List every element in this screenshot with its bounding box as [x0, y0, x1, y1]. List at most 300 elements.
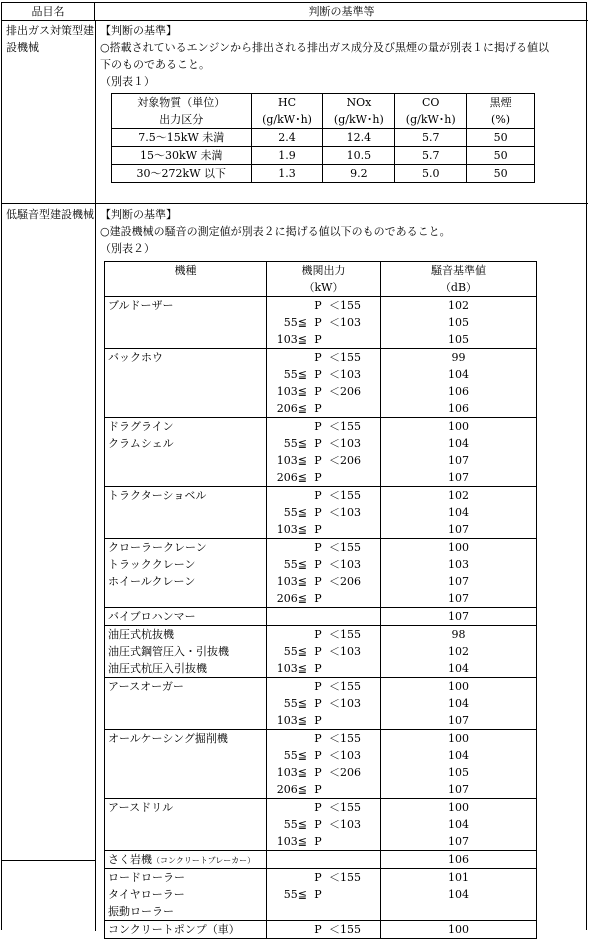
section1-table-caption: （別表１）	[100, 75, 155, 88]
power-lower: 206≦	[276, 471, 307, 484]
machine-name	[105, 921, 266, 938]
machine-note: （コンクリートブレーカー）	[152, 856, 256, 865]
power-range	[267, 366, 380, 383]
machine-label: バックホウ	[108, 351, 163, 364]
header-item-name: 品目名	[2, 3, 95, 20]
noise-value-cell	[381, 678, 537, 730]
table1-cell: 5.7	[395, 147, 467, 165]
power-symbol: P	[314, 489, 322, 502]
table1-header-cell	[251, 94, 323, 112]
power-lower: 103≦	[276, 385, 307, 398]
table1-header-top	[112, 94, 535, 112]
machine-label: トラクターショベル	[108, 489, 207, 502]
power-lower: 55≦	[283, 697, 307, 710]
power-cell	[267, 851, 381, 869]
power-range	[267, 590, 380, 607]
noise-value: 98	[451, 628, 466, 641]
power-upper: ＜155	[329, 299, 361, 312]
power-symbol: P	[314, 558, 322, 571]
power-upper: ＜103	[329, 368, 361, 381]
noise-value: 104	[448, 506, 469, 519]
machine-cell	[105, 678, 267, 730]
table2-header-cell	[105, 262, 267, 297]
machine-label: ホイールクレーン	[108, 575, 196, 588]
power-cell	[267, 799, 381, 851]
noise-value-cell	[381, 418, 537, 487]
table2-header-label: 機関出力	[301, 264, 346, 277]
power-upper: ＜103	[329, 316, 361, 329]
power-symbol: P	[314, 333, 322, 346]
noise-value: 107	[448, 592, 469, 605]
table1-header-unit: (g/kW･h)	[333, 113, 384, 126]
power-symbol: P	[314, 835, 322, 848]
noise-value-cell	[381, 921, 537, 939]
section1-text-line2: 下のものであること。	[100, 58, 210, 71]
machine-cell	[105, 921, 267, 939]
power-range	[267, 469, 380, 486]
power-upper: ＜206	[329, 454, 361, 467]
power-symbol: P	[314, 523, 322, 536]
table1-header-bottom	[112, 111, 535, 129]
power-symbol: P	[314, 351, 322, 364]
header-criteria: 判断の基準等	[308, 5, 375, 18]
noise-value: 100	[448, 923, 469, 936]
table2-header-label: 騒音基準値	[431, 264, 486, 277]
machine-name	[105, 799, 266, 816]
power-lower: 55≦	[283, 818, 307, 831]
machine-cell	[105, 730, 267, 799]
section1-name: 排出ガス対策型建設機械	[6, 24, 94, 54]
power-upper: ＜155	[329, 923, 361, 936]
noise-value: 107	[448, 523, 469, 536]
table1-row	[112, 165, 535, 183]
power-symbol: P	[314, 299, 322, 312]
power-range	[267, 556, 380, 573]
power-symbol: P	[314, 732, 322, 745]
table2-row	[105, 799, 537, 851]
power-upper: ＜155	[329, 351, 361, 364]
power-upper: ＜103	[329, 645, 361, 658]
power-lower: 55≦	[283, 749, 307, 762]
power-lower: 55≦	[283, 368, 307, 381]
table1-header-cell	[467, 111, 535, 129]
power-symbol: P	[314, 645, 322, 658]
power-range	[267, 297, 380, 314]
noise-value-cell	[381, 608, 537, 626]
table1-header-label: HC	[278, 96, 297, 109]
noise-value-cell	[381, 799, 537, 851]
power-range	[267, 816, 380, 833]
noise-value: 102	[448, 489, 469, 502]
table1-header-cell	[323, 94, 395, 112]
machine-name	[105, 573, 266, 590]
power-range	[267, 418, 380, 435]
power-upper: ＜103	[329, 558, 361, 571]
power-symbol: P	[314, 801, 322, 814]
power-lower: 206≦	[276, 402, 307, 415]
section-divider	[2, 203, 588, 204]
table2-row	[105, 921, 537, 939]
criteria-table	[1, 2, 587, 936]
machine-label: オールケーシング掘削機	[108, 732, 228, 745]
machine-name	[105, 539, 266, 556]
machine-name	[105, 487, 266, 504]
machine-cell	[105, 626, 267, 678]
section2-table-caption: （別表２）	[100, 242, 155, 255]
table1-cell: 7.5～15kW 未満	[112, 129, 252, 147]
machine-name	[105, 418, 266, 435]
power-lower: 55≦	[283, 558, 307, 571]
machine-cell	[105, 869, 267, 921]
power-range	[267, 539, 380, 556]
table2-row	[105, 418, 537, 487]
machine-cell	[105, 349, 267, 418]
power-range	[267, 921, 380, 938]
power-range	[267, 626, 380, 643]
emission-table	[111, 93, 535, 183]
table1-cell: 1.9	[251, 147, 323, 165]
noise-value: 104	[448, 749, 469, 762]
power-range	[267, 678, 380, 695]
noise-value: 104	[448, 662, 469, 675]
noise-value: 105	[448, 766, 469, 779]
power-range	[267, 435, 380, 452]
table1-cell: 50	[467, 165, 535, 183]
machine-cell	[105, 487, 267, 539]
machine-label: トラッククレーン	[108, 558, 196, 571]
noise-value: 105	[448, 333, 469, 346]
table1-header-cell	[112, 94, 252, 112]
table2-row	[105, 349, 537, 418]
power-range	[267, 521, 380, 538]
noise-value: 99	[451, 351, 466, 364]
table1-cell: 2.4	[251, 129, 323, 147]
table2-row	[105, 678, 537, 730]
section2-bracket: 【判断の基準】	[100, 208, 177, 221]
noise-value: 106	[448, 853, 469, 866]
power-upper: ＜103	[329, 697, 361, 710]
noise-value: 105	[448, 316, 469, 329]
power-range	[267, 833, 380, 850]
power-cell	[267, 539, 381, 608]
power-cell	[267, 608, 381, 626]
table1-header-label: CO	[422, 96, 440, 109]
table1-cell: 30～272kW 以下	[112, 165, 252, 183]
machine-label: 油圧式鋼管圧入・引抜機	[108, 645, 229, 658]
noise-value: 107	[448, 575, 469, 588]
power-symbol: P	[314, 923, 322, 936]
power-symbol: P	[314, 628, 322, 641]
noise-value-cell	[381, 297, 537, 349]
noise-value: 104	[448, 697, 469, 710]
power-cell	[267, 297, 381, 349]
table2-header-unit	[105, 279, 266, 296]
power-lower: 55≦	[283, 437, 307, 450]
power-symbol: P	[314, 888, 322, 901]
power-upper: ＜155	[329, 489, 361, 502]
table1-cell: 50	[467, 147, 535, 165]
table1-header-cell	[467, 94, 535, 112]
power-upper: ＜103	[329, 506, 361, 519]
table2-row	[105, 608, 537, 626]
power-range	[267, 349, 380, 366]
power-cell	[267, 487, 381, 539]
power-lower: 55≦	[283, 645, 307, 658]
power-symbol: P	[314, 541, 322, 554]
table1-header-cell	[112, 111, 252, 129]
table1-cell: 1.3	[251, 165, 323, 183]
noise-value: 107	[448, 714, 469, 727]
power-range	[267, 400, 380, 417]
power-cell	[267, 921, 381, 939]
table1-header-label: 対象物質（単位）	[137, 96, 226, 109]
noise-value-cell	[381, 626, 537, 678]
noise-value: 100	[448, 420, 469, 433]
machine-name	[105, 349, 266, 366]
power-symbol: P	[314, 368, 322, 381]
power-range	[267, 573, 380, 590]
power-symbol: P	[314, 697, 322, 710]
noise-table	[104, 261, 537, 939]
table2-header-cell	[381, 262, 537, 297]
power-lower: 103≦	[276, 333, 307, 346]
power-symbol: P	[314, 714, 322, 727]
machine-name	[105, 730, 266, 747]
machine-name	[105, 869, 266, 886]
machine-cell	[105, 851, 267, 869]
table2-header-unit: （kW）	[303, 281, 344, 294]
noise-value: 102	[448, 645, 469, 658]
machine-name	[105, 660, 266, 677]
noise-value-cell	[381, 730, 537, 799]
power-lower: 103≦	[276, 714, 307, 727]
power-range	[267, 383, 380, 400]
power-upper: ＜103	[329, 749, 361, 762]
machine-label: ドラグライン	[108, 420, 174, 433]
section2-text-line1: ○建設機械の騒音の測定値が別表２に掲げる値以下のものであること。	[100, 225, 451, 238]
table1-header-cell	[323, 111, 395, 129]
power-symbol: P	[314, 783, 322, 796]
table2-row	[105, 539, 537, 608]
machine-name	[105, 626, 266, 643]
noise-value: 104	[448, 818, 469, 831]
power-upper: ＜155	[329, 541, 361, 554]
power-lower: 206≦	[276, 783, 307, 796]
machine-cell	[105, 608, 267, 626]
machine-name	[105, 297, 266, 314]
table1-cell: 50	[467, 129, 535, 147]
power-lower: 103≦	[276, 766, 307, 779]
noise-value: 107	[448, 783, 469, 796]
section1-text-line1: ○搭載されているエンジンから排出される排出ガス成分及び黒煙の量が別表１に掲げる値以	[100, 41, 550, 54]
machine-name	[105, 678, 266, 695]
table1-cell: 10.5	[323, 147, 395, 165]
noise-value: 107	[448, 454, 469, 467]
table1-row	[112, 147, 535, 165]
table1-cell: 5.7	[395, 129, 467, 147]
table1-cell: 15～30kW 未満	[112, 147, 252, 165]
machine-label: 油圧式杭圧入引抜機	[108, 662, 207, 675]
table2-row	[105, 297, 537, 349]
table1-header-cell	[395, 111, 467, 129]
machine-name	[105, 556, 266, 573]
table2-row	[105, 487, 537, 539]
power-cell	[267, 626, 381, 678]
power-lower: 103≦	[276, 662, 307, 675]
noise-value: 100	[448, 541, 469, 554]
power-symbol: P	[314, 316, 322, 329]
power-range	[267, 314, 380, 331]
power-lower: 103≦	[276, 454, 307, 467]
power-upper: ＜206	[329, 766, 361, 779]
table1-header-label: NOx	[346, 96, 372, 109]
table1-header-unit: (g/kW･h)	[405, 113, 456, 126]
machine-cell	[105, 799, 267, 851]
power-range	[267, 452, 380, 469]
noise-value-cell	[381, 349, 537, 418]
machine-cell	[105, 297, 267, 349]
noise-value: 107	[448, 835, 469, 848]
machine-label: コンクリートポンプ（車）	[108, 923, 240, 936]
power-range	[267, 730, 380, 747]
noise-value: 101	[448, 871, 469, 884]
power-symbol: P	[314, 402, 322, 415]
power-upper: ＜206	[329, 385, 361, 398]
machine-label: アースドリル	[108, 801, 174, 814]
machine-label: タイヤローラー	[108, 888, 185, 901]
power-symbol: P	[314, 575, 322, 588]
noise-value: 106	[448, 402, 469, 415]
table1-header-unit: (%)	[491, 113, 511, 126]
power-range	[267, 487, 380, 504]
power-symbol: P	[314, 871, 322, 884]
name-column-divider	[2, 860, 95, 861]
noise-value: 107	[448, 471, 469, 484]
power-upper: ＜103	[329, 437, 361, 450]
power-symbol: P	[314, 592, 322, 605]
power-range	[267, 869, 380, 886]
power-upper: ＜155	[329, 801, 361, 814]
power-symbol: P	[314, 454, 322, 467]
power-cell	[267, 730, 381, 799]
power-lower: 55≦	[283, 888, 307, 901]
power-symbol: P	[314, 818, 322, 831]
power-symbol: P	[314, 680, 322, 693]
noise-value-cell	[381, 539, 537, 608]
table1-cell: 5.0	[395, 165, 467, 183]
power-symbol: P	[314, 385, 322, 398]
table2-header-cell	[267, 262, 381, 297]
power-range	[267, 799, 380, 816]
power-symbol: P	[314, 662, 322, 675]
power-range	[267, 660, 380, 677]
noise-value: 102	[448, 299, 469, 312]
power-range	[267, 643, 380, 660]
noise-value: 100	[448, 680, 469, 693]
power-range	[267, 504, 380, 521]
table1-header-cell	[395, 94, 467, 112]
machine-label: さく岩機	[108, 853, 152, 866]
machine-label: クローラークレーン	[108, 541, 207, 554]
power-range	[267, 695, 380, 712]
table1-cell: 9.2	[323, 165, 395, 183]
power-upper: ＜155	[329, 420, 361, 433]
machine-name	[105, 886, 266, 903]
power-range	[267, 781, 380, 798]
power-symbol: P	[314, 506, 322, 519]
power-lower: 103≦	[276, 835, 307, 848]
machine-name	[105, 435, 266, 452]
power-upper: ＜155	[329, 871, 361, 884]
power-symbol: P	[314, 437, 322, 450]
table2-row	[105, 626, 537, 678]
machine-label: アースオーガー	[108, 680, 184, 693]
noise-value: 107	[448, 610, 469, 623]
power-lower: 206≦	[276, 592, 307, 605]
section2-name: 低騒音型建設機械	[6, 208, 94, 221]
power-cell	[267, 678, 381, 730]
power-symbol: P	[314, 749, 322, 762]
power-symbol: P	[314, 471, 322, 484]
power-cell	[267, 869, 381, 921]
table1-header-label: 黒煙	[489, 96, 512, 109]
power-range	[267, 886, 380, 903]
power-upper: ＜155	[329, 680, 361, 693]
power-range	[267, 331, 380, 348]
noise-value-cell	[381, 869, 537, 921]
table2-row	[105, 869, 537, 921]
table2-row	[105, 851, 537, 869]
noise-value-cell	[381, 487, 537, 539]
power-lower: 55≦	[283, 316, 307, 329]
table2-row	[105, 730, 537, 799]
power-lower: 55≦	[283, 506, 307, 519]
machine-label: バイブロハンマー	[108, 610, 196, 623]
section1-bracket: 【判断の基準】	[100, 24, 177, 37]
noise-value: 104	[448, 888, 469, 901]
power-range	[267, 764, 380, 781]
power-symbol: P	[314, 766, 322, 779]
table1-cell: 12.4	[323, 129, 395, 147]
machine-cell	[105, 418, 267, 487]
machine-label: ロードローラー	[108, 871, 185, 884]
table1-row	[112, 129, 535, 147]
table2-header	[105, 262, 537, 297]
noise-value: 104	[448, 437, 469, 450]
noise-value-cell	[381, 851, 537, 869]
noise-value: 100	[448, 732, 469, 745]
noise-value: 100	[448, 801, 469, 814]
table1-header-unit: (g/kW･h)	[262, 113, 312, 126]
table2-header-label: 機種	[174, 264, 197, 277]
machine-label: 振動ローラー	[108, 905, 174, 918]
power-range	[267, 712, 380, 729]
noise-value: 103	[448, 558, 469, 571]
power-cell	[267, 349, 381, 418]
noise-value: 104	[448, 368, 469, 381]
machine-label: クラムシェル	[108, 437, 174, 450]
noise-value: 106	[448, 385, 469, 398]
power-range	[267, 747, 380, 764]
machine-label: 油圧式杭抜機	[108, 628, 174, 641]
header-row	[2, 3, 588, 21]
power-cell	[267, 418, 381, 487]
power-lower: 103≦	[276, 523, 307, 536]
machine-label: ブルドーザー	[108, 299, 174, 312]
machine-name	[105, 643, 266, 660]
power-upper: ＜103	[329, 818, 361, 831]
power-lower: 103≦	[276, 575, 307, 588]
